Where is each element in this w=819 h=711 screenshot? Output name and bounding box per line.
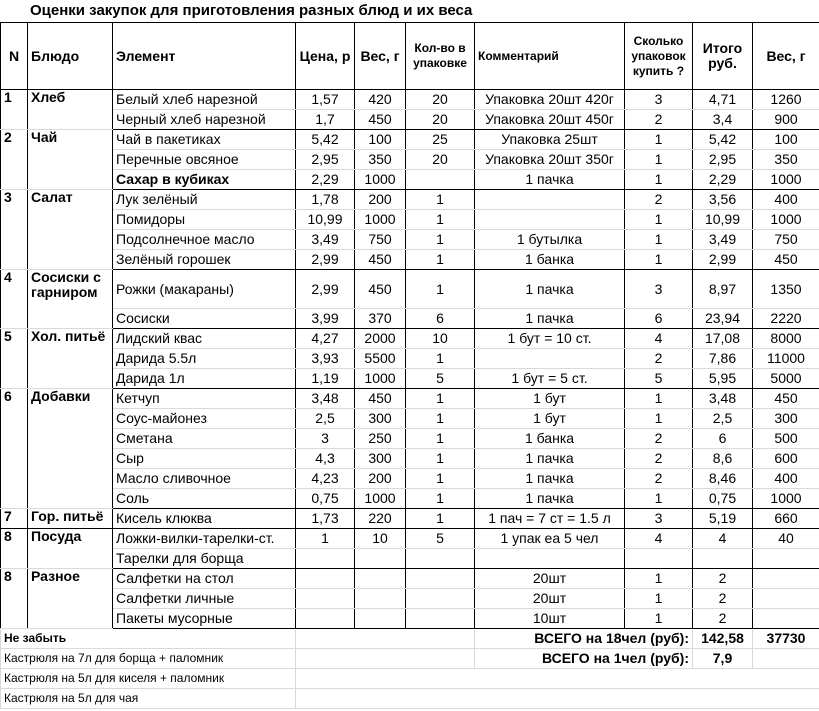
- cell-total-weight[interactable]: 450: [753, 389, 819, 409]
- cell-element[interactable]: Ложки-вилки-тарелки-ст.: [113, 529, 296, 549]
- cell-total-rub[interactable]: 8,46: [693, 469, 753, 489]
- cell-weight[interactable]: 1000: [355, 210, 406, 230]
- cell-packs-to-buy[interactable]: 2: [625, 349, 693, 369]
- cell-number[interactable]: 1: [1, 90, 28, 130]
- cell-packs-to-buy[interactable]: [625, 549, 693, 569]
- cell-number[interactable]: 6: [1, 389, 28, 509]
- cell-qty-in-pack[interactable]: 1: [406, 210, 475, 230]
- cell-packs-to-buy[interactable]: 2: [625, 469, 693, 489]
- cell-price[interactable]: 1,78: [296, 190, 355, 210]
- cell-total-weight[interactable]: 1000: [753, 170, 819, 190]
- cell-dish[interactable]: Посуда: [28, 529, 113, 569]
- cell-empty[interactable]: [296, 629, 475, 649]
- cell-qty-in-pack[interactable]: [406, 170, 475, 190]
- cell-element[interactable]: Помидоры: [113, 210, 296, 230]
- cell-price[interactable]: 2,5: [296, 409, 355, 429]
- cell-total-weight[interactable]: 400: [753, 469, 819, 489]
- cell-packs-to-buy[interactable]: 1: [625, 250, 693, 270]
- cell-number[interactable]: 5: [1, 329, 28, 389]
- cell-comment[interactable]: 1 бут = 5 ст.: [475, 369, 625, 389]
- cell-empty[interactable]: [296, 649, 475, 669]
- cell-weight[interactable]: 200: [355, 190, 406, 210]
- cell-total-rub[interactable]: 23,94: [693, 309, 753, 329]
- cell-price[interactable]: 10,99: [296, 210, 355, 230]
- cell-element[interactable]: Зелёный горошек: [113, 250, 296, 270]
- cell-total-weight[interactable]: 350: [753, 150, 819, 170]
- cell-price[interactable]: 0,75: [296, 489, 355, 509]
- cell-total-weight[interactable]: 8000: [753, 329, 819, 349]
- sheet-title: Оценки закупок для приготовления разных блюд и их веса: [30, 2, 473, 19]
- cell-dish[interactable]: Салат: [28, 190, 113, 270]
- cell-weight[interactable]: 5500: [355, 349, 406, 369]
- cell-total-weight[interactable]: 40: [753, 529, 819, 549]
- cell-total-weight[interactable]: 900: [753, 110, 819, 130]
- cell-element[interactable]: Кетчуп: [113, 389, 296, 409]
- cell-price[interactable]: 3,93: [296, 349, 355, 369]
- cell-number[interactable]: 8: [1, 569, 28, 629]
- cell-element[interactable]: Соль: [113, 489, 296, 509]
- cell-comment[interactable]: 1 бут = 10 ст.: [475, 329, 625, 349]
- cell-packs-to-buy[interactable]: 4: [625, 529, 693, 549]
- cell-weight[interactable]: 1000: [355, 170, 406, 190]
- footer-row: [1, 689, 819, 709]
- header-total-weight[interactable]: Вес, г: [753, 23, 819, 90]
- total-18-label[interactable]: ВСЕГО на 18чел (руб):: [475, 629, 693, 649]
- table-row: [1, 270, 819, 309]
- cell-comment[interactable]: Упаковка 20шт 450г: [475, 110, 625, 130]
- cell-number[interactable]: 3: [1, 190, 28, 270]
- cell-packs-to-buy[interactable]: 1: [625, 130, 693, 150]
- cell-element[interactable]: Сыр: [113, 449, 296, 469]
- footer-row: [1, 649, 819, 669]
- cell-qty-in-pack[interactable]: 1: [406, 509, 475, 529]
- cell-comment[interactable]: 20шт: [475, 569, 625, 589]
- footer-row: [1, 669, 819, 689]
- table-row: [1, 589, 819, 609]
- cell-element[interactable]: Дарида 1л: [113, 369, 296, 389]
- cell-qty-in-pack[interactable]: 1: [406, 429, 475, 449]
- table-row: [1, 150, 819, 170]
- cell-element[interactable]: Лидский квас: [113, 329, 296, 349]
- cell-price[interactable]: 3: [296, 429, 355, 449]
- total-1-label[interactable]: ВСЕГО на 1чел (руб):: [475, 649, 693, 669]
- note-label[interactable]: Не забыть: [1, 629, 296, 649]
- cell-qty-in-pack[interactable]: 1: [406, 349, 475, 369]
- cell-qty-in-pack[interactable]: [406, 569, 475, 589]
- cell-price[interactable]: 4,3: [296, 449, 355, 469]
- table-row: [1, 329, 819, 349]
- cell-comment[interactable]: 1 банка: [475, 250, 625, 270]
- cell-total-rub[interactable]: [693, 549, 753, 569]
- cell-element[interactable]: Черный хлеб нарезной: [113, 110, 296, 130]
- total-18-weight[interactable]: 37730: [753, 629, 819, 649]
- cell-comment[interactable]: [475, 549, 625, 569]
- cell-total-rub[interactable]: 5,19: [693, 509, 753, 529]
- cell-qty-in-pack[interactable]: 20: [406, 150, 475, 170]
- cell-total-rub[interactable]: 3,48: [693, 389, 753, 409]
- cell-price[interactable]: [296, 549, 355, 569]
- cell-comment[interactable]: Упаковка 20шт 350г: [475, 150, 625, 170]
- cell-total-rub[interactable]: 3,56: [693, 190, 753, 210]
- cell-weight[interactable]: 100: [355, 130, 406, 150]
- table-row: [1, 389, 819, 409]
- cell-qty-in-pack[interactable]: 1: [406, 270, 475, 309]
- table-row: [1, 549, 819, 569]
- cell-total-rub[interactable]: 2,5: [693, 409, 753, 429]
- cell-element[interactable]: Тарелки для борща: [113, 549, 296, 569]
- header-total-rub[interactable]: Итого руб.: [693, 23, 753, 90]
- cell-packs-to-buy[interactable]: 2: [625, 429, 693, 449]
- cell-total-weight[interactable]: [753, 549, 819, 569]
- cell-weight[interactable]: [355, 609, 406, 629]
- table-row: [1, 369, 819, 389]
- table-row: [1, 349, 819, 369]
- table-row: [1, 210, 819, 230]
- cell-weight[interactable]: 350: [355, 150, 406, 170]
- table-row: [1, 449, 819, 469]
- cell-price[interactable]: 1: [296, 529, 355, 549]
- cell-total-rub[interactable]: 7,86: [693, 349, 753, 369]
- cell-total-weight[interactable]: 660: [753, 509, 819, 529]
- cell-comment[interactable]: 10шт: [475, 609, 625, 629]
- cell-element[interactable]: Чай в пакетиках: [113, 130, 296, 150]
- header-comment[interactable]: Комментарий: [475, 23, 625, 90]
- cell-qty-in-pack[interactable]: 1: [406, 409, 475, 429]
- cell-element[interactable]: Подсолнечное масло: [113, 230, 296, 250]
- footer-row: [1, 629, 819, 649]
- purchase-table: [0, 22, 819, 709]
- cell-total-weight[interactable]: 450: [753, 250, 819, 270]
- cell-price[interactable]: 1,7: [296, 110, 355, 130]
- cell-weight[interactable]: 250: [355, 429, 406, 449]
- header-weight[interactable]: Вес, г: [355, 23, 406, 90]
- cell-total-weight[interactable]: 600: [753, 449, 819, 469]
- table-row: [1, 509, 819, 529]
- cell-packs-to-buy[interactable]: 3: [625, 509, 693, 529]
- cell-comment[interactable]: 1 пачка: [475, 270, 625, 309]
- cell-element[interactable]: Дарида 5.5л: [113, 349, 296, 369]
- cell-total-rub[interactable]: 2,99: [693, 250, 753, 270]
- cell-packs-to-buy[interactable]: 5: [625, 369, 693, 389]
- cell-qty-in-pack[interactable]: 1: [406, 469, 475, 489]
- table-row: [1, 170, 819, 190]
- cell-total-rub[interactable]: 2: [693, 609, 753, 629]
- cell-element[interactable]: Белый хлеб нарезной: [113, 90, 296, 110]
- cell-dish[interactable]: Добавки: [28, 389, 113, 509]
- cell-comment[interactable]: [475, 210, 625, 230]
- cell-total-weight[interactable]: 300: [753, 409, 819, 429]
- cell-total-rub[interactable]: 4: [693, 529, 753, 549]
- cell-comment[interactable]: 1 пачка: [475, 170, 625, 190]
- cell-weight[interactable]: 300: [355, 409, 406, 429]
- cell-total-weight[interactable]: [753, 569, 819, 589]
- header-packs-to-buy[interactable]: Сколько упаковок купить ?: [625, 23, 693, 90]
- cell-comment[interactable]: 1 пач = 7 ст = 1.5 л: [475, 509, 625, 529]
- cell-number[interactable]: 7: [1, 509, 28, 529]
- cell-comment[interactable]: 1 бут: [475, 409, 625, 429]
- cell-price[interactable]: 3,48: [296, 389, 355, 409]
- cell-weight[interactable]: 420: [355, 90, 406, 110]
- cell-comment[interactable]: 1 бут: [475, 389, 625, 409]
- table-row: [1, 250, 819, 270]
- cell-comment[interactable]: 1 банка: [475, 429, 625, 449]
- cell-element[interactable]: Сахар в кубиках: [113, 170, 296, 190]
- total-18-value[interactable]: 142,58: [693, 629, 753, 649]
- cell-packs-to-buy[interactable]: 1: [625, 150, 693, 170]
- cell-element[interactable]: Пакеты мусорные: [113, 609, 296, 629]
- cell-total-rub[interactable]: 3,49: [693, 230, 753, 250]
- cell-total-rub[interactable]: 5,95: [693, 369, 753, 389]
- cell-qty-in-pack[interactable]: 1: [406, 389, 475, 409]
- cell-packs-to-buy[interactable]: 1: [625, 409, 693, 429]
- cell-qty-in-pack[interactable]: 1: [406, 250, 475, 270]
- cell-price[interactable]: [296, 569, 355, 589]
- note-item[interactable]: Кастрюля на 5л для чая: [1, 689, 296, 709]
- cell-empty[interactable]: [296, 689, 819, 709]
- cell-price[interactable]: 1,73: [296, 509, 355, 529]
- cell-qty-in-pack[interactable]: 5: [406, 369, 475, 389]
- table-row: [1, 130, 819, 150]
- cell-qty-in-pack[interactable]: 1: [406, 449, 475, 469]
- cell-total-rub[interactable]: 2: [693, 589, 753, 609]
- cell-comment[interactable]: [475, 190, 625, 210]
- cell-total-weight[interactable]: 100: [753, 130, 819, 150]
- cell-qty-in-pack[interactable]: 25: [406, 130, 475, 150]
- cell-price[interactable]: 1,57: [296, 90, 355, 110]
- cell-qty-in-pack[interactable]: 1: [406, 230, 475, 250]
- cell-price[interactable]: 2,99: [296, 250, 355, 270]
- cell-weight[interactable]: 200: [355, 469, 406, 489]
- cell-qty-in-pack[interactable]: 1: [406, 190, 475, 210]
- table-row: [1, 90, 819, 110]
- cell-weight[interactable]: 450: [355, 250, 406, 270]
- cell-qty-in-pack[interactable]: [406, 589, 475, 609]
- cell-packs-to-buy[interactable]: 3: [625, 90, 693, 110]
- cell-price[interactable]: 3,99: [296, 309, 355, 329]
- cell-weight[interactable]: 220: [355, 509, 406, 529]
- header-qty-pack[interactable]: Кол-во в упаковке: [406, 23, 475, 90]
- cell-packs-to-buy[interactable]: 1: [625, 609, 693, 629]
- cell-total-rub[interactable]: 2,95: [693, 150, 753, 170]
- cell-packs-to-buy[interactable]: 1: [625, 170, 693, 190]
- cell-price[interactable]: 2,29: [296, 170, 355, 190]
- cell-total-rub[interactable]: 2: [693, 569, 753, 589]
- cell-element[interactable]: Салфетки личные: [113, 589, 296, 609]
- cell-number[interactable]: 4: [1, 270, 28, 329]
- cell-price[interactable]: [296, 609, 355, 629]
- cell-dish[interactable]: Разное: [28, 569, 113, 629]
- note-item[interactable]: Кастрюля на 7л для борща + паломник: [1, 649, 296, 669]
- cell-weight[interactable]: 2000: [355, 329, 406, 349]
- cell-total-weight[interactable]: 2220: [753, 309, 819, 329]
- cell-dish[interactable]: Чай: [28, 130, 113, 190]
- cell-total-weight[interactable]: 11000: [753, 349, 819, 369]
- cell-total-weight[interactable]: 1260: [753, 90, 819, 110]
- cell-qty-in-pack[interactable]: 1: [406, 489, 475, 509]
- cell-total-rub[interactable]: 10,99: [693, 210, 753, 230]
- cell-packs-to-buy[interactable]: 2: [625, 449, 693, 469]
- cell-weight[interactable]: [355, 589, 406, 609]
- cell-weight[interactable]: 300: [355, 449, 406, 469]
- cell-total-weight[interactable]: 750: [753, 230, 819, 250]
- cell-comment[interactable]: Упаковка 20шт 420г: [475, 90, 625, 110]
- cell-element[interactable]: Кисель клюква: [113, 509, 296, 529]
- cell-comment[interactable]: 1 пачка: [475, 469, 625, 489]
- cell-packs-to-buy[interactable]: 1: [625, 569, 693, 589]
- cell-comment[interactable]: 1 бутылка: [475, 230, 625, 250]
- cell-element[interactable]: Масло сливочное: [113, 469, 296, 489]
- cell-total-rub[interactable]: 2,29: [693, 170, 753, 190]
- header-row: [1, 23, 819, 90]
- cell-total-rub[interactable]: 3,4: [693, 110, 753, 130]
- cell-qty-in-pack[interactable]: 6: [406, 309, 475, 329]
- header-dish[interactable]: Блюдо: [28, 23, 113, 90]
- cell-total-rub[interactable]: 5,42: [693, 130, 753, 150]
- cell-packs-to-buy[interactable]: 4: [625, 329, 693, 349]
- cell-total-rub[interactable]: 8,6: [693, 449, 753, 469]
- cell-total-weight[interactable]: 1000: [753, 210, 819, 230]
- cell-element[interactable]: Рожки (макараны): [113, 270, 296, 309]
- cell-weight[interactable]: [355, 549, 406, 569]
- header-n[interactable]: N: [1, 23, 28, 90]
- cell-total-weight[interactable]: 400: [753, 190, 819, 210]
- table-row: [1, 110, 819, 130]
- cell-dish[interactable]: Сосиски с гарниром: [28, 270, 113, 329]
- cell-weight[interactable]: 10: [355, 529, 406, 549]
- cell-number[interactable]: 2: [1, 130, 28, 190]
- cell-qty-in-pack[interactable]: 20: [406, 110, 475, 130]
- cell-weight[interactable]: 450: [355, 270, 406, 309]
- cell-dish[interactable]: Хол. питьё: [28, 329, 113, 389]
- cell-packs-to-buy[interactable]: 1: [625, 589, 693, 609]
- table-row: [1, 489, 819, 509]
- cell-packs-to-buy[interactable]: 1: [625, 230, 693, 250]
- cell-packs-to-buy[interactable]: 1: [625, 389, 693, 409]
- cell-weight[interactable]: 1000: [355, 369, 406, 389]
- cell-price[interactable]: [296, 589, 355, 609]
- cell-total-rub[interactable]: 8,97: [693, 270, 753, 309]
- cell-dish[interactable]: Гор. питьё: [28, 509, 113, 529]
- table-row: [1, 609, 819, 629]
- table-row: [1, 309, 819, 329]
- header-element[interactable]: Элемент: [113, 23, 296, 90]
- table-row: [1, 569, 819, 589]
- cell-qty-in-pack[interactable]: 20: [406, 90, 475, 110]
- cell-price[interactable]: 1,19: [296, 369, 355, 389]
- table-row: [1, 529, 819, 549]
- cell-packs-to-buy[interactable]: 2: [625, 110, 693, 130]
- cell-comment[interactable]: 1 пачка: [475, 309, 625, 329]
- cell-element[interactable]: Перечные овсяное: [113, 150, 296, 170]
- total-1-value[interactable]: 7,9: [693, 649, 753, 669]
- cell-comment[interactable]: 1 пачка: [475, 449, 625, 469]
- cell-qty-in-pack[interactable]: [406, 549, 475, 569]
- cell-price[interactable]: 2,95: [296, 150, 355, 170]
- cell-comment[interactable]: 1 упак еа 5 чел: [475, 529, 625, 549]
- cell-total-weight[interactable]: 5000: [753, 369, 819, 389]
- cell-total-rub[interactable]: 4,71: [693, 90, 753, 110]
- cell-qty-in-pack[interactable]: [406, 609, 475, 629]
- header-price[interactable]: Цена, р: [296, 23, 355, 90]
- cell-total-rub[interactable]: 6: [693, 429, 753, 449]
- table-row: [1, 429, 819, 449]
- cell-qty-in-pack[interactable]: 5: [406, 529, 475, 549]
- table-row: [1, 469, 819, 489]
- table-row: [1, 230, 819, 250]
- cell-total-weight[interactable]: 500: [753, 429, 819, 449]
- cell-packs-to-buy[interactable]: 1: [625, 489, 693, 509]
- cell-packs-to-buy[interactable]: 1: [625, 210, 693, 230]
- cell-element[interactable]: Лук зелёный: [113, 190, 296, 210]
- cell-weight[interactable]: [355, 569, 406, 589]
- cell-total-weight[interactable]: 1000: [753, 489, 819, 509]
- cell-comment[interactable]: [475, 349, 625, 369]
- note-item[interactable]: Кастрюля на 5л для киселя + паломник: [1, 669, 296, 689]
- cell-element[interactable]: Сосиски: [113, 309, 296, 329]
- cell-element[interactable]: Сметана: [113, 429, 296, 449]
- cell-number[interactable]: 8: [1, 529, 28, 569]
- cell-weight[interactable]: 750: [355, 230, 406, 250]
- cell-weight[interactable]: 1000: [355, 489, 406, 509]
- cell-price[interactable]: 5,42: [296, 130, 355, 150]
- cell-price[interactable]: 4,27: [296, 329, 355, 349]
- cell-total-weight[interactable]: [753, 609, 819, 629]
- cell-packs-to-buy[interactable]: 2: [625, 190, 693, 210]
- cell-comment[interactable]: 1 пачка: [475, 489, 625, 509]
- cell-comment[interactable]: 20шт: [475, 589, 625, 609]
- table-row: [1, 190, 819, 210]
- cell-total-rub[interactable]: 17,08: [693, 329, 753, 349]
- cell-element[interactable]: Салфетки на стол: [113, 569, 296, 589]
- cell-total-weight[interactable]: [753, 589, 819, 609]
- cell-empty[interactable]: [753, 649, 819, 669]
- cell-packs-to-buy[interactable]: 3: [625, 270, 693, 309]
- cell-weight[interactable]: 450: [355, 389, 406, 409]
- cell-total-rub[interactable]: 0,75: [693, 489, 753, 509]
- cell-price[interactable]: 3,49: [296, 230, 355, 250]
- cell-element[interactable]: Соус-майонез: [113, 409, 296, 429]
- cell-weight[interactable]: 370: [355, 309, 406, 329]
- cell-qty-in-pack[interactable]: 10: [406, 329, 475, 349]
- cell-weight[interactable]: 450: [355, 110, 406, 130]
- cell-price[interactable]: 4,23: [296, 469, 355, 489]
- cell-empty[interactable]: [296, 669, 819, 689]
- cell-total-weight[interactable]: 1350: [753, 270, 819, 309]
- cell-dish[interactable]: Хлеб: [28, 90, 113, 130]
- table-row: [1, 409, 819, 429]
- cell-packs-to-buy[interactable]: 6: [625, 309, 693, 329]
- cell-price[interactable]: 2,99: [296, 270, 355, 309]
- cell-comment[interactable]: Упаковка 25шт: [475, 130, 625, 150]
